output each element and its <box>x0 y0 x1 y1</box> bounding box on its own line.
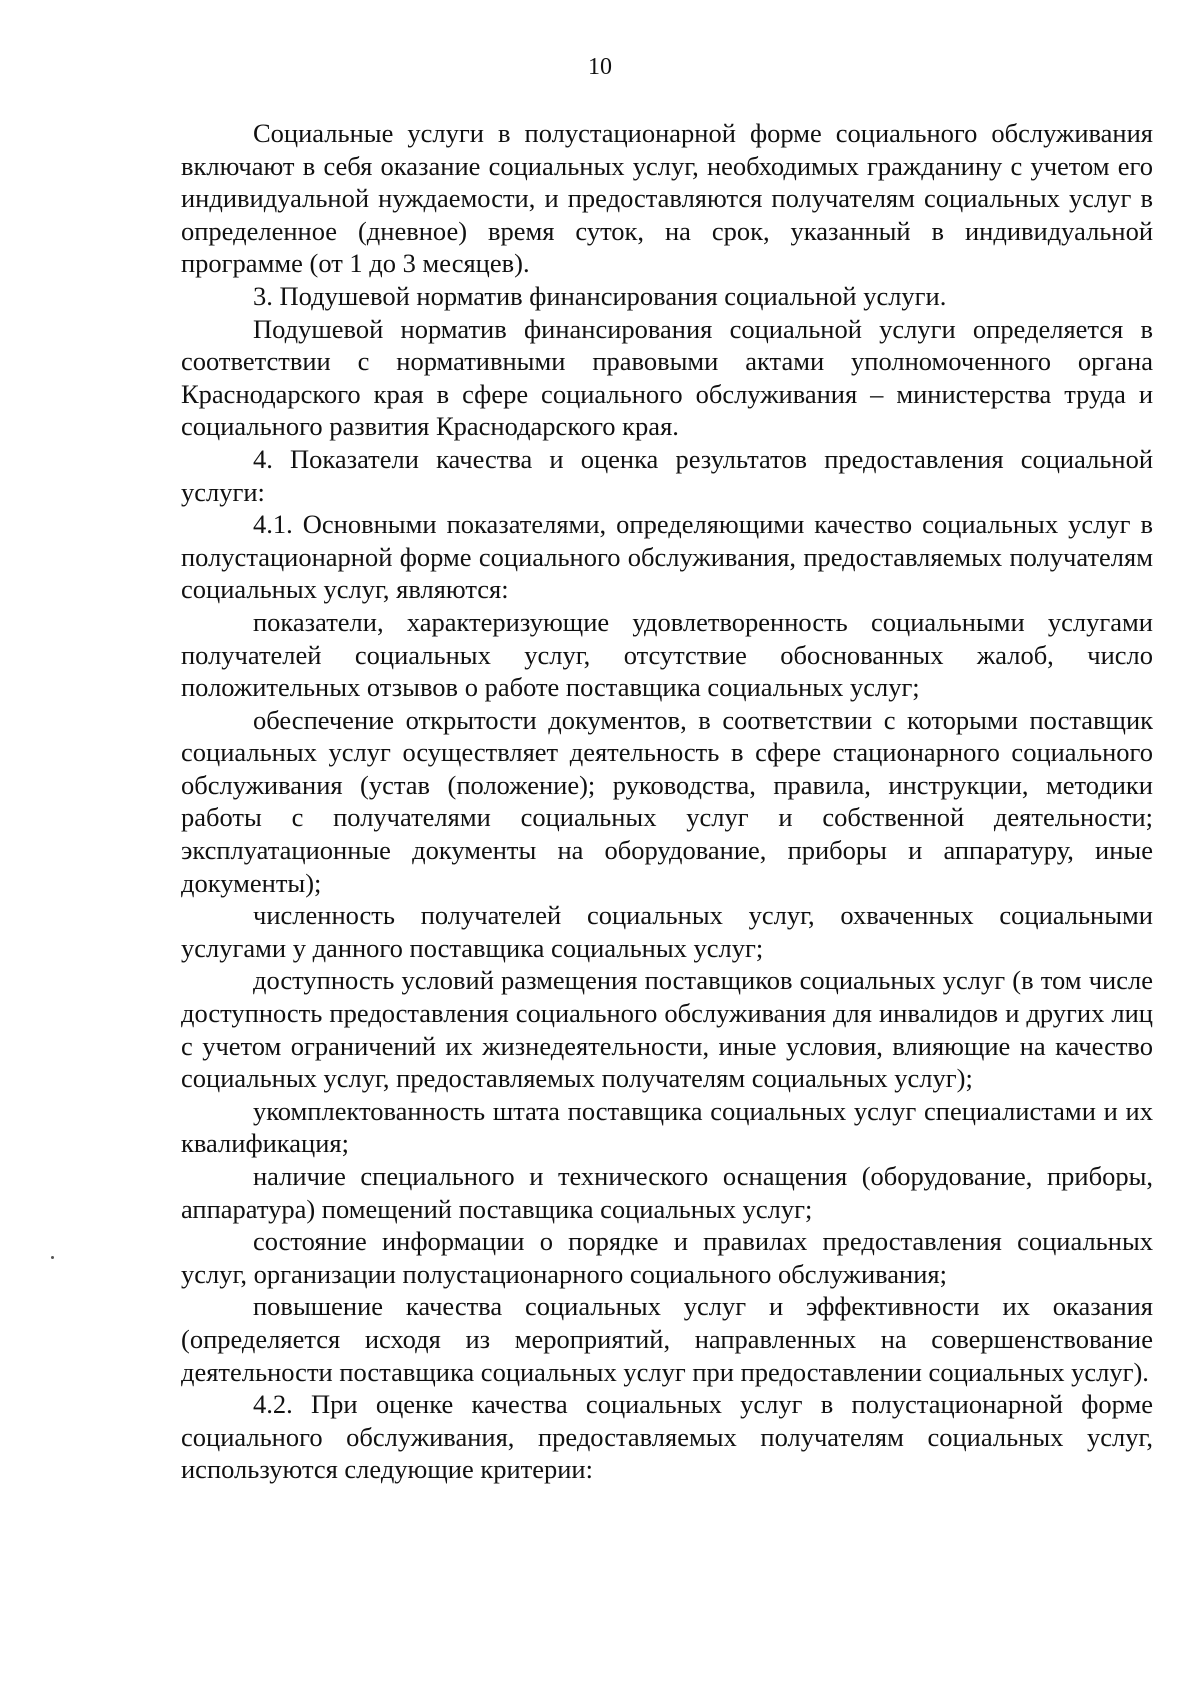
paragraph-section-3-heading: 3. Подушевой норматив финансирования социальной услуги. <box>253 280 947 311</box>
paragraph-indicator-staffing: укомплектованность штата поставщика социальных услуг специалистами и их квалификация; <box>181 1095 1153 1159</box>
paragraph-indicator-document-openness: обеспечение открытости документов, в соответствии с которыми поставщик социальных услуг осуществляет деятельность в сфере стационарного социального обслуживания (устав (положение); руководства, правила, инструкции, методики работы с получателями социальных услуг и собственной деятельности; эксплуатационные документы на оборудование, приборы и аппаратуру, иные документы); <box>181 704 1153 898</box>
paragraph-section-4-2: 4.2. При оценке качества социальных услуг в полустационарной форме социального обслуживания, предоставляемых получателям социальных услуг, используются следующие критерии: <box>181 1389 1153 1485</box>
paragraph-indicator-satisfaction: показатели, характеризующие удовлетворенность социальными услугами получателей социальных услуг, отсутствие обоснованных жалоб, число положительных отзывов о работе поставщика социальных услуг; <box>181 606 1153 703</box>
paragraph-indicator-information: состояние информации о порядке и правилах предоставления социальных услуг, организации полустационарного социального обслуживания; <box>181 1226 1153 1289</box>
body-text <box>181 117 1153 1486</box>
paragraph-indicator-equipment: наличие специального и технического оснащения (оборудование, приборы, аппаратура) помещений поставщика социальных услуг; <box>181 1161 1153 1224</box>
paragraph-indicator-accessibility: доступность условий размещения поставщиков социальных услуг (в том числе доступность предоставления социального обслуживания для инвалидов и других лиц с учетом ограничений их жизнедеятельности, иные условия, влияющие на качество социальных услуг, предоставляемых получателям социальных услуг); <box>181 965 1153 1094</box>
paragraph-intro-semi-stationary-services: Социальные услуги в полустационарной форме социального обслуживания включают в себя оказание социальных услуг, необходимых гражданину с учетом его индивидуальной нуждаемости, и предоставляются получателям социальных услуг в определенное (дневное) время суток, на срок, указанный в индивидуальной программе (от 1 до 3 месяцев). <box>181 118 1153 279</box>
paragraph-indicator-quality-improvement: повышение качества социальных услуг и эффективности их оказания (определяется исходя из мероприятий, направленных на совершенствование деятельности поставщика социальных услуг при предоставлении социальных услуг). <box>181 1291 1153 1387</box>
page-number: 10 <box>588 54 612 80</box>
paragraph-per-capita-standard: Подушевой норматив финансирования социальной услуги определяется в соответствии с нормативными правовыми актами уполномоченного органа Краснодарского края в сфере социального обслуживания – министерства труда и социального развития Краснодарского края. <box>181 313 1153 442</box>
paragraph-indicator-recipient-count: численность получателей социальных услуг, охваченных социальными услугами у данного поставщика социальных услуг; <box>181 900 1153 963</box>
scan-speck <box>51 1256 54 1259</box>
paragraph-section-4-1: 4.1. Основными показателями, определяющими качество социальных услуг в полустационарной форме социального обслуживания, предоставляемых получателям социальных услуг, являются: <box>181 509 1153 605</box>
paragraph-section-4-heading: 4. Показатели качества и оценка результатов предоставления социальной услуги: <box>181 443 1153 507</box>
